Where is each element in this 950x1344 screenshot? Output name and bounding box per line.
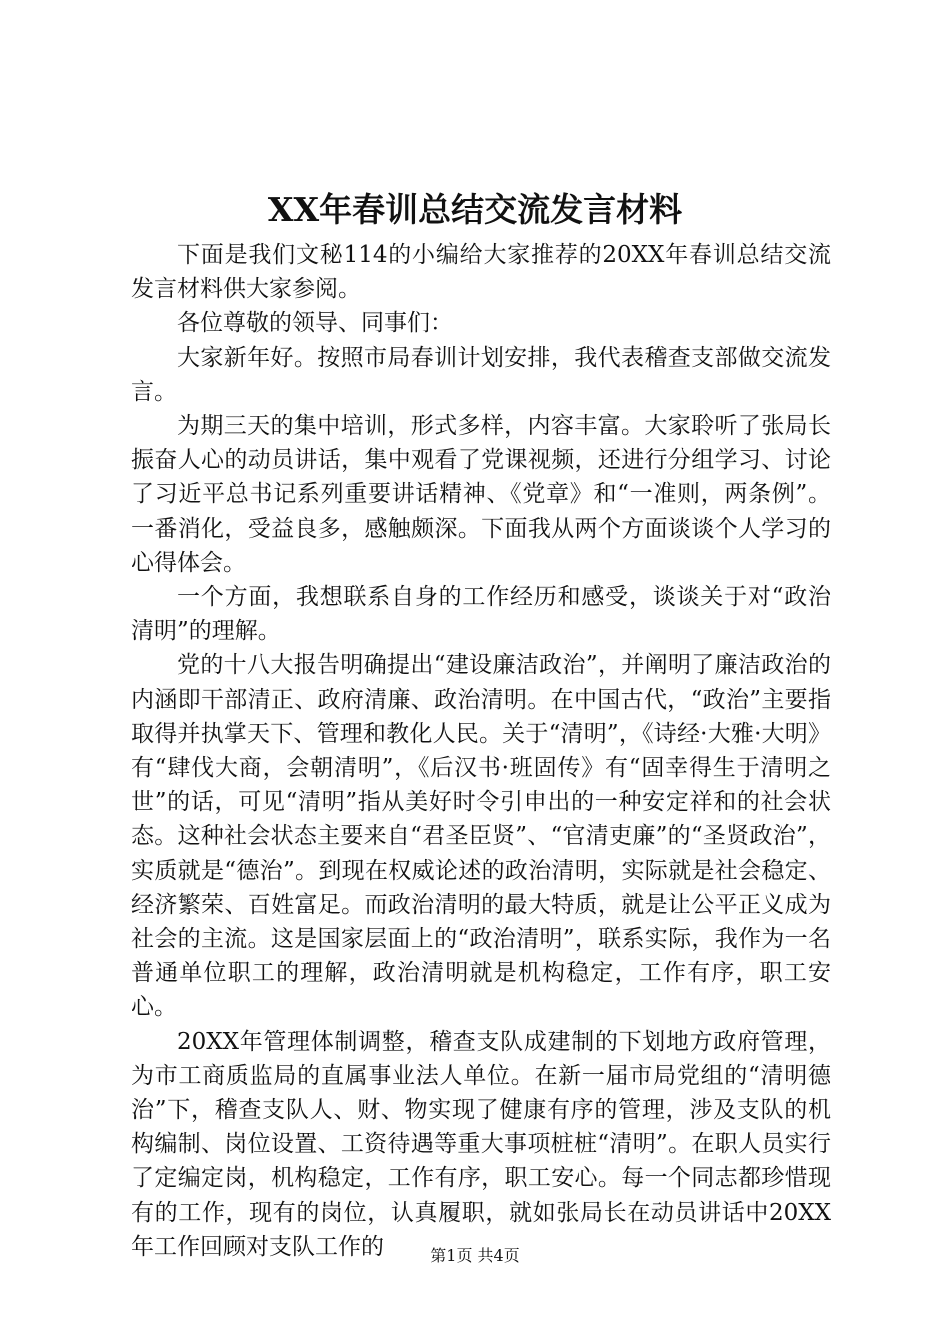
paragraph-first-aspect: 一个方面，我想联系自身的工作经历和感受，谈谈关于对“政治清明”的理解。 (131, 584, 831, 645)
paragraph-salutation: 各位尊敬的领导、同事们： (177, 310, 453, 337)
paragraph-training: 为期三天的集中培训，形式多样，内容丰富。大家聆听了张局长振奋人心的动员讲话，集中观看了党课视频，还进行分组学习、讨论了习近平总书记系列重要讲话精神、《党章》和“一准则，两条例”。一番消化，受益良多，感触颇深。下面我从两个方面谈谈个人学习的心得体会。 (131, 413, 831, 576)
paragraph-political-clarity: 党的十八大报告明确提出“建设廉洁政治”，并阐明了廉洁政治的内涵即干部清正、政府清廉、政治清明。在中国古代，“政治”主要指取得并执掌天下、管理和教化人民。关于“清明”，《诗经·大雅·大明》有“肆伐大商，会朝清明”，《后汉书·班固传》有“固幸得生于清明之世”的话，可见“清明”指从美好时令引申出的一种安定祥和的社会状态。这种社会状态主要来自“君圣臣贤”、“官清吏廉”的“圣贤政治”，实质就是“德治”。到现在权威论述的政治清明，实际就是社会稳定、经济繁荣、百姓富足。而政治清明的最大特质，就是让公平正义成为社会的主流。这是国家层面上的“政治清明”，联系实际，我作为一名普通单位职工的理解，政治清明就是机构稳定，工作有序，职工安心。 (131, 652, 831, 1021)
page-footer: 第1页 共4页 (430, 1246, 520, 1265)
paragraph-greeting: 大家新年好。按照市局春训计划安排，我代表稽查支部做交流发言。 (131, 344, 831, 405)
paragraph-management-reform: 20XX年管理体制调整，稽查支队成建制的下划地方政府管理，为市工商质监局的直属事业法人单位。在新一届市局党组的“清明德治”下，稽查支队人、财、物实现了健康有序的管理，涉及支队的机构编制、岗位设置、工资待遇等重大事项桩桩“清明”。在职人员实行了定编定岗，机构稳定，工作有序，职工安心。每一个同志都珍惜现有的工作，现有的岗位，认真履职，就如张局长在动员讲话中20XX年工作回顾对支队工作的 (131, 1028, 831, 1260)
document-title: XX年春训总结交流发言材料 (267, 190, 683, 229)
document-body (131, 238, 831, 1264)
paragraph-intro: 下面是我们文秘114的小编给大家推荐的20XX年春训总结交流发言材料供大家参阅。 (131, 242, 831, 303)
